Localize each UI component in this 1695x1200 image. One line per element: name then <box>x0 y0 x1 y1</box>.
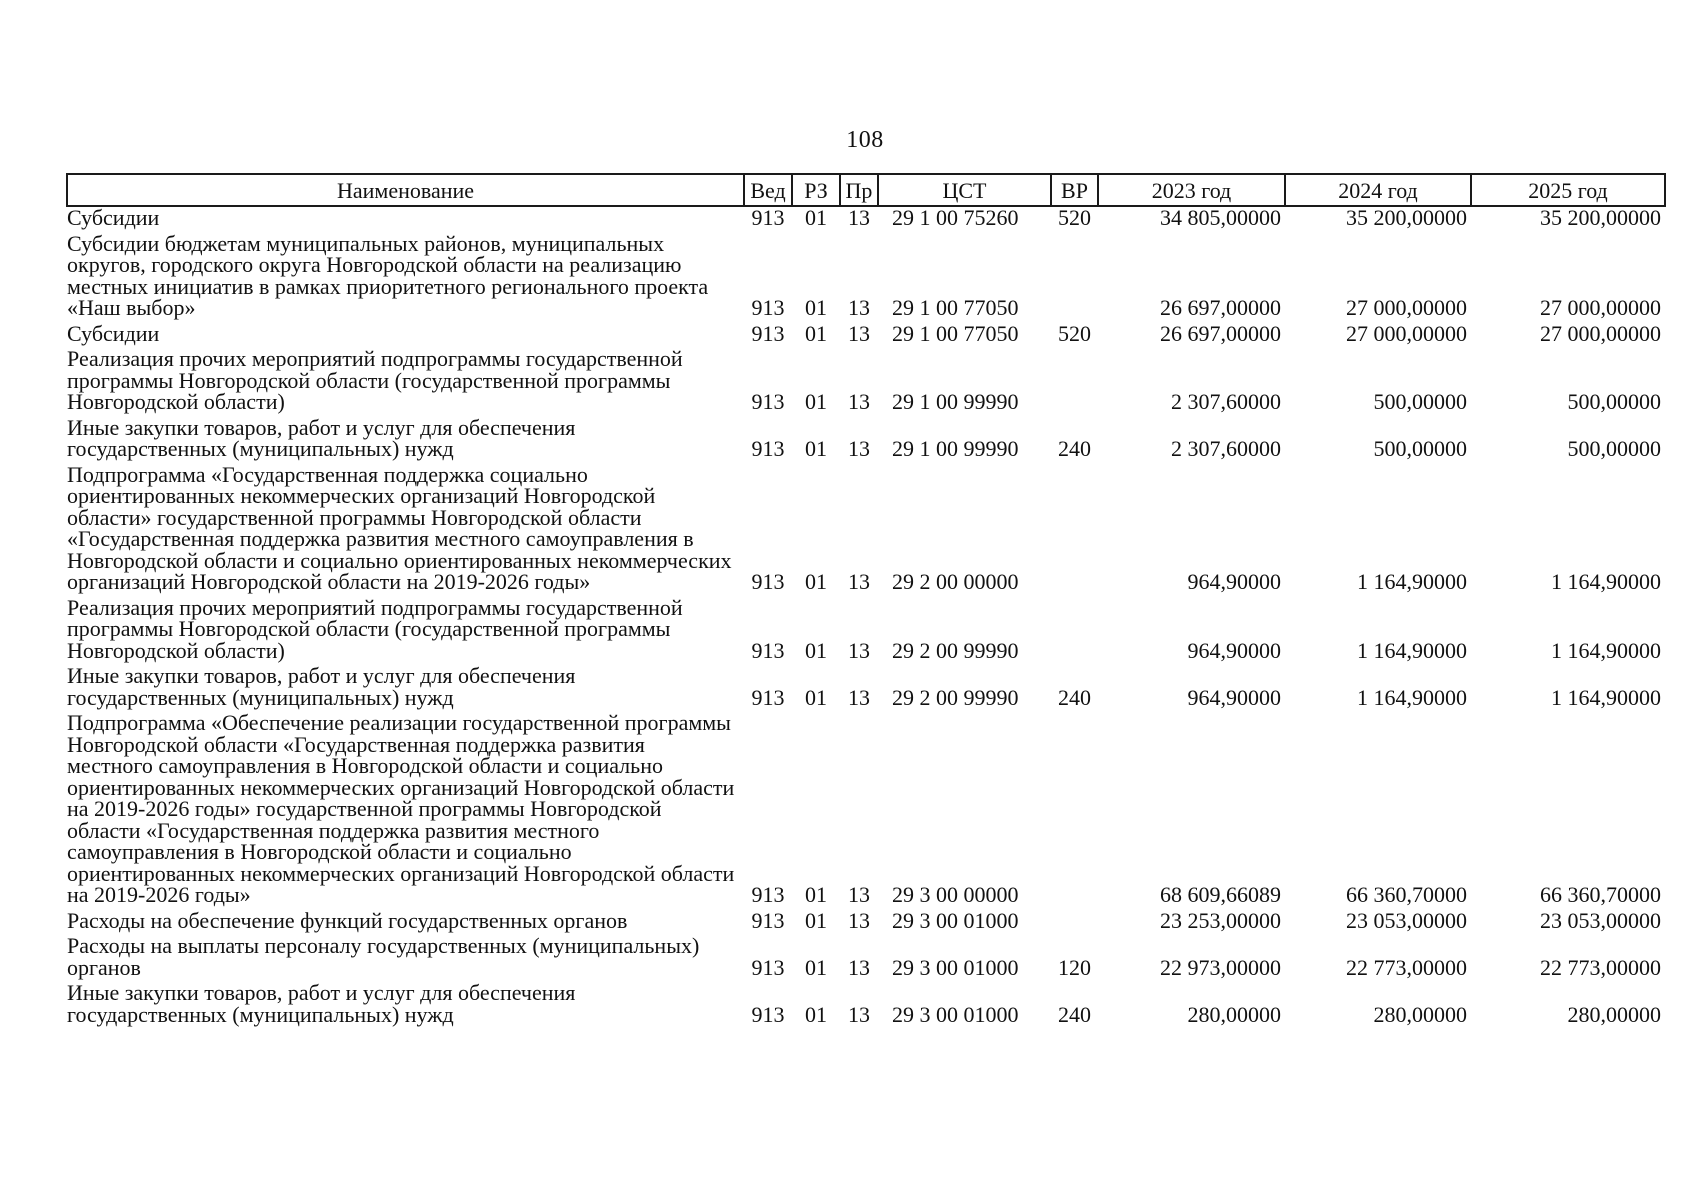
row-cst: 29 2 00 00000 <box>892 569 1019 594</box>
row-2025: 1 164,90000 <box>1551 569 1661 594</box>
header-pr: Пр <box>840 174 878 206</box>
row-name: Расходы на обеспечение функций государственных органов <box>67 907 628 933</box>
row-pr: 13 <box>848 295 870 320</box>
row-2025: 27 000,00000 <box>1540 295 1661 320</box>
row-ved: 913 <box>751 882 785 907</box>
row-cst: 29 1 00 77050 <box>892 295 1019 320</box>
table-row <box>67 231 1665 321</box>
row-vr <box>1051 462 1098 595</box>
row-rz: 01 <box>805 295 827 320</box>
row-ved: 913 <box>751 637 785 663</box>
row-name: Расходы на выплаты персоналу государственных (муниципальных) органов <box>67 933 700 980</box>
row-rz: 01 <box>805 436 827 461</box>
row-2025: 22 773,00000 <box>1540 954 1661 980</box>
row-cst: 29 3 00 01000 <box>892 907 1019 933</box>
row-cst: 29 1 00 99990 <box>892 436 1019 461</box>
row-vr: 520 <box>1058 320 1091 346</box>
header-2023: 2023 год <box>1098 174 1285 206</box>
row-2024: 27 000,00000 <box>1346 295 1467 320</box>
row-ved: 913 <box>751 907 785 933</box>
row-vr: 240 <box>1058 436 1091 461</box>
row-name: Иные закупки товаров, работ и услуг для обеспечения государственных (муниципальных) нужд <box>67 980 576 1027</box>
row-ved: 913 <box>751 295 785 320</box>
row-2024: 500,00000 <box>1373 436 1467 461</box>
header-ved: Вед <box>744 174 792 206</box>
row-rz: 01 <box>805 637 827 663</box>
row-cst: 29 3 00 01000 <box>892 954 1019 980</box>
row-2023: 34 805,00000 <box>1160 205 1281 230</box>
row-ved: 913 <box>751 954 785 980</box>
row-pr: 13 <box>848 1001 870 1027</box>
header-cst: ЦСТ <box>878 174 1051 206</box>
table-row <box>67 595 1665 664</box>
row-2024: 1 164,90000 <box>1357 684 1467 710</box>
row-2025: 1 164,90000 <box>1551 637 1661 663</box>
row-pr: 13 <box>848 684 870 710</box>
row-rz: 01 <box>805 684 827 710</box>
row-vr <box>1051 346 1098 415</box>
row-pr: 13 <box>848 389 870 414</box>
row-2024: 35 200,00000 <box>1346 205 1467 230</box>
row-ved: 913 <box>751 320 785 346</box>
row-vr <box>1051 231 1098 321</box>
table-row <box>67 663 1665 710</box>
row-2023: 68 609,66089 <box>1160 882 1281 907</box>
row-ved: 913 <box>751 569 785 594</box>
row-2023: 26 697,00000 <box>1160 320 1281 346</box>
row-pr: 13 <box>848 569 870 594</box>
row-cst: 29 1 00 75260 <box>892 205 1019 230</box>
header-vr: ВР <box>1051 174 1098 206</box>
row-name: Иные закупки товаров, работ и услуг для обеспечения государственных (муниципальных) нужд <box>67 414 576 461</box>
row-2024: 27 000,00000 <box>1346 320 1467 346</box>
row-cst: 29 2 00 99990 <box>892 637 1019 663</box>
row-2024: 23 053,00000 <box>1346 907 1467 933</box>
row-2025: 27 000,00000 <box>1540 320 1661 346</box>
row-2025: 1 164,90000 <box>1551 684 1661 710</box>
table-row <box>67 710 1665 908</box>
row-rz: 01 <box>805 569 827 594</box>
table-row <box>67 346 1665 415</box>
row-vr <box>1051 908 1098 934</box>
row-rz: 01 <box>805 320 827 346</box>
row-name: Субсидии бюджетам муниципальных районов, муниципальных округов, городского округа Новгородской области на реализацию местных инициатив в рамках приоритетного регионального проекта «Наш выбор» <box>67 230 709 320</box>
row-rz: 01 <box>805 882 827 907</box>
row-pr: 13 <box>848 436 870 461</box>
header-name: Наименование <box>67 174 744 206</box>
row-2025: 23 053,00000 <box>1540 907 1661 933</box>
row-pr: 13 <box>848 205 870 230</box>
row-rz: 01 <box>805 205 827 230</box>
row-ved: 913 <box>751 205 785 230</box>
row-vr: 240 <box>1058 1001 1091 1027</box>
row-cst: 29 1 00 99990 <box>892 389 1019 414</box>
row-2025: 500,00000 <box>1567 436 1661 461</box>
row-2023: 22 973,00000 <box>1160 954 1281 980</box>
row-name: Субсидии <box>67 205 160 230</box>
row-2024: 500,00000 <box>1373 389 1467 414</box>
row-rz: 01 <box>805 389 827 414</box>
row-ved: 913 <box>751 1001 785 1027</box>
row-rz: 01 <box>805 1001 827 1027</box>
row-2023: 964,90000 <box>1187 637 1281 663</box>
row-rz: 01 <box>805 954 827 980</box>
row-2025: 35 200,00000 <box>1540 205 1661 230</box>
table-row <box>67 321 1665 347</box>
row-name: Реализация прочих мероприятий подпрограммы государственной программы Новгородской области (государственной программы Новгородской области) <box>67 594 683 663</box>
table-row <box>67 980 1665 1027</box>
row-pr: 13 <box>848 637 870 663</box>
table-row <box>67 415 1665 462</box>
row-2024: 1 164,90000 <box>1357 637 1467 663</box>
row-2024: 66 360,70000 <box>1346 882 1467 907</box>
row-2025: 500,00000 <box>1567 389 1661 414</box>
row-rz: 01 <box>805 907 827 933</box>
row-2024: 1 164,90000 <box>1357 569 1467 594</box>
row-ved: 913 <box>751 684 785 710</box>
row-2023: 2 307,60000 <box>1171 389 1281 414</box>
row-cst: 29 3 00 00000 <box>892 882 1019 907</box>
row-2023: 280,00000 <box>1187 1001 1281 1027</box>
table-row <box>67 206 1665 231</box>
row-pr: 13 <box>848 882 870 907</box>
row-vr <box>1051 710 1098 908</box>
row-name: Подпрограмма «Государственная поддержка социально ориентированных некоммерческих организаций Новгородской области» государственной программы Новгородской области «Государственная поддержка развития местного самоуправления в Новгородской области и социально ориентированных некоммерческих организаций Новгородской области на 2019-2026 годы» <box>67 461 732 594</box>
row-2023: 964,90000 <box>1187 684 1281 710</box>
header-rz: РЗ <box>792 174 840 206</box>
row-pr: 13 <box>848 907 870 933</box>
row-name: Иные закупки товаров, работ и услуг для обеспечения государственных (муниципальных) нужд <box>67 663 576 710</box>
table-header-row <box>67 174 1665 206</box>
table-row <box>67 462 1665 595</box>
row-name: Реализация прочих мероприятий подпрограммы государственной программы Новгородской области (государственной программы Новгородской области) <box>67 346 683 414</box>
budget-table <box>66 173 1666 1027</box>
row-ved: 913 <box>751 436 785 461</box>
row-pr: 13 <box>848 320 870 346</box>
header-2024: 2024 год <box>1285 174 1471 206</box>
row-2023: 2 307,60000 <box>1171 436 1281 461</box>
header-2025: 2025 год <box>1471 174 1665 206</box>
row-2023: 26 697,00000 <box>1160 295 1281 320</box>
row-cst: 29 1 00 77050 <box>892 320 1019 346</box>
row-vr: 240 <box>1058 684 1091 710</box>
row-cst: 29 3 00 01000 <box>892 1001 1019 1027</box>
row-pr: 13 <box>848 954 870 980</box>
row-vr <box>1051 595 1098 664</box>
table-row <box>67 908 1665 934</box>
row-ved: 913 <box>751 389 785 414</box>
row-name: Субсидии <box>67 320 160 346</box>
row-2024: 280,00000 <box>1373 1001 1467 1027</box>
row-2025: 280,00000 <box>1567 1001 1661 1027</box>
row-2023: 23 253,00000 <box>1160 907 1281 933</box>
row-2023: 964,90000 <box>1187 569 1281 594</box>
row-vr: 520 <box>1058 205 1091 230</box>
row-cst: 29 2 00 99990 <box>892 684 1019 710</box>
row-vr: 120 <box>1058 954 1091 980</box>
row-2025: 66 360,70000 <box>1540 882 1661 907</box>
table-row <box>67 933 1665 980</box>
row-2024: 22 773,00000 <box>1346 954 1467 980</box>
row-name: Подпрограмма «Обеспечение реализации государственной программы Новгородской области «Государственная поддержка развития местного самоуправления в Новгородской области и социально ориентированных некоммерческих организаций Новгородской области на 2019-2026 годы» государственной программы Новгородской области «Государственная поддержка развития местного самоуправления в Новгородской области и социально ориентированных некоммерческих организаций Новгородской области на 2019-2026 годы» <box>67 710 735 907</box>
page-number: 108 <box>846 127 884 153</box>
